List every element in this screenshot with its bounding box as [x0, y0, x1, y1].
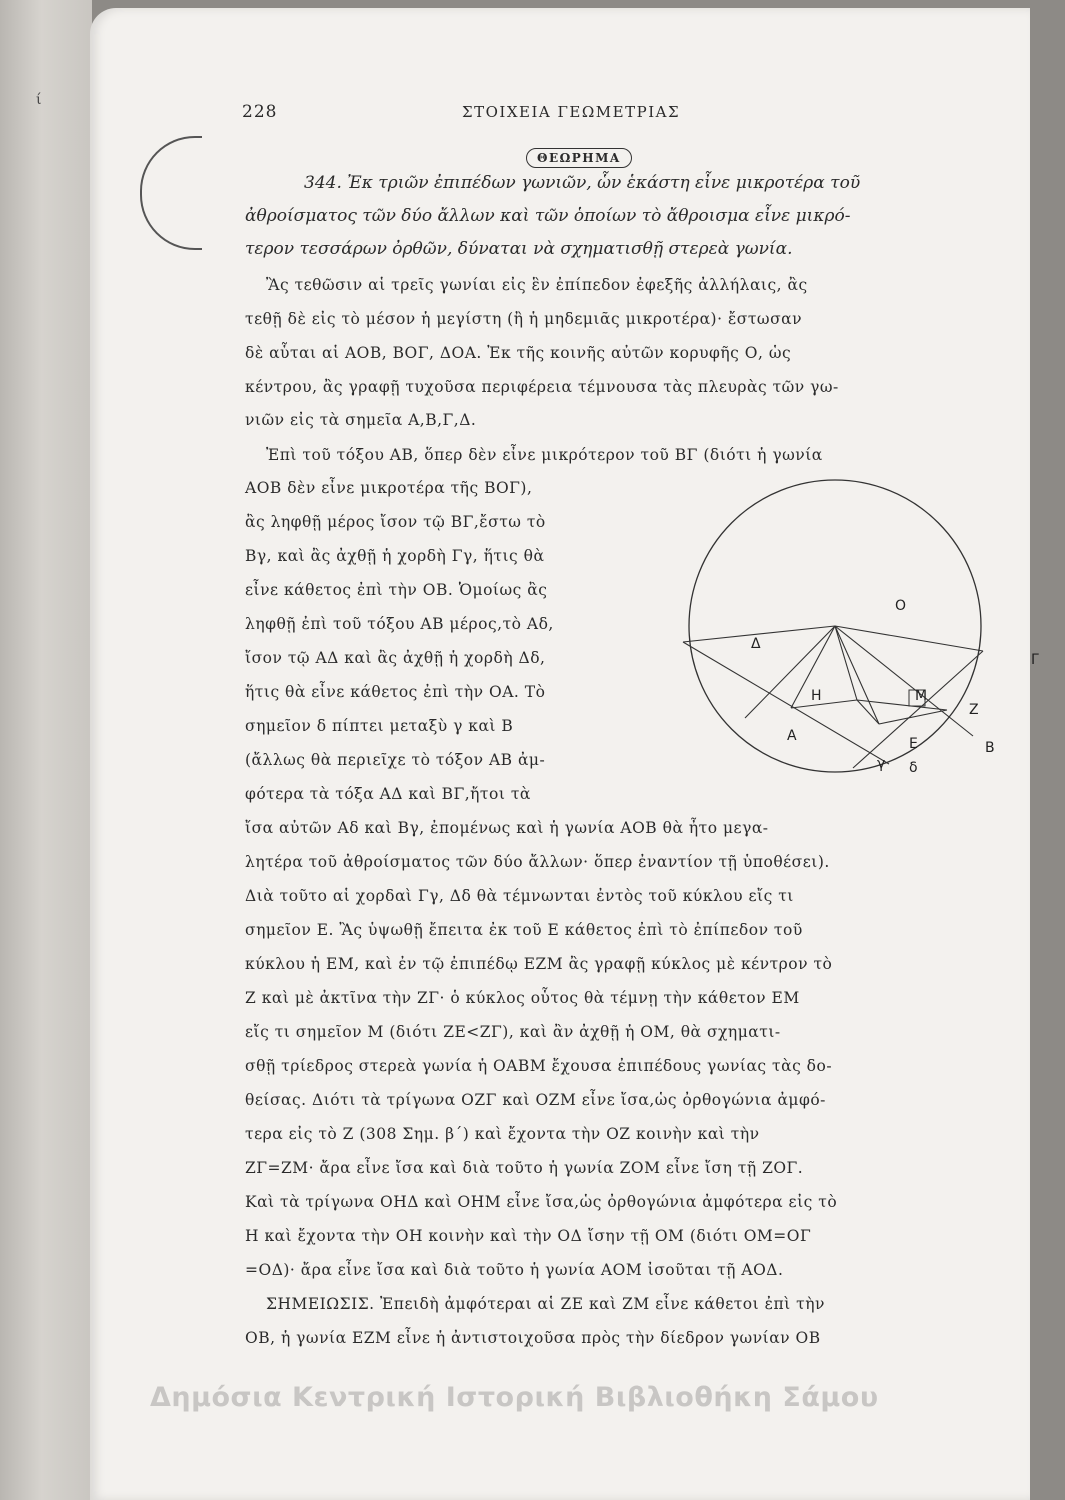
text-line: Βγ, καὶ ἂς ἀχθῇ ἡ χορδὴ Γγ, ἥτις θὰ	[245, 547, 545, 565]
text-line: τερα εἰς τὸ Ζ (308 Σημ. β΄) καὶ ἔχοντα τὴν ΟΖ κοινὴν καὶ τὴν	[245, 1125, 760, 1143]
segment-OB	[835, 626, 973, 736]
segment-ME	[857, 700, 879, 724]
label-A: A	[787, 728, 797, 744]
text-line: λητέρα τοῦ ἀθροίσματος τῶν δύο ἄλλων· ὅπερ ἐναντίον τῇ ὑποθέσει).	[245, 853, 830, 871]
text-line: Ζ καὶ μὲ ἀκτῖνα τὴν ΖΓ· ὁ κύκλος οὗτος θὰ τέμνῃ τὴν κάθετον ΕΜ	[245, 989, 800, 1007]
text-line: φότερα τὰ τόξα ΑΔ καὶ ΒΓ,ἤτοι τὰ	[245, 785, 531, 803]
segment-OM	[835, 626, 857, 700]
theorem-label: ΘΕΩΡΗΜΑ	[526, 148, 632, 168]
figure-svg	[665, 468, 1065, 788]
text-line: θείσας. Διότι τὰ τρίγωνα ΟΖΓ καὶ ΟΖΜ εἶνε ἴσα,ὡς ὀρθογώνια ἀμφό-	[245, 1091, 826, 1109]
running-title: ΣΤΟΙΧΕΙΑ ΓΕΩΜΕΤΡΙΑΣ	[462, 103, 681, 121]
label-Gamma: Γ	[1031, 652, 1039, 668]
text-line: σημεῖον Ε. Ἂς ὑψωθῇ ἔπειτα ἐκ τοῦ Ε κάθετος ἐπὶ τὸ ἐπίπεδον τοῦ	[245, 921, 803, 939]
label-delta: δ	[909, 760, 918, 776]
text-line: ληφθῇ ἐπὶ τοῦ τόξου ΑΒ μέρος,τὸ Αδ,	[245, 615, 554, 633]
text-line: Η καὶ ἔχοντα τὴν ΟΗ κοινὴν καὶ τὴν ΟΔ ἴσην τῇ ΟΜ (διότι ΟΜ=ΟΓ	[245, 1227, 812, 1245]
label-M: M	[915, 688, 928, 704]
text-line: κέντρου, ἂς γραφῇ τυχοῦσα περιφέρεια τέμνουσα τὰς πλευρὰς τῶν γω-	[245, 378, 839, 396]
text-line: 344. Ἐκ τριῶν ἐπιπέδων γωνιῶν, ὧν ἑκάστη εἶνε μικροτέρα τοῦ	[304, 173, 861, 193]
text-line: ΣΗΜΕΙΩΣΙΣ. Ἐπειδὴ ἀμφότεραι αἱ ΖΕ καὶ ΖΜ εἶνε κάθετοι ἐπὶ τὴν	[266, 1295, 825, 1313]
label-gamma: γ	[877, 756, 886, 772]
label-O: O	[895, 598, 907, 614]
geometry-figure	[665, 468, 1065, 788]
text-line: ΟΒ, ἡ γωνία ΕΖΜ εἶνε ἡ ἀντιστοιχοῦσα πρὸς τὴν δίεδρον γωνίαν ΟΒ	[245, 1329, 821, 1347]
margin-mark: ί	[36, 92, 42, 108]
text-line: σημεῖον δ πίπτει μεταξὺ γ καὶ Β	[245, 717, 514, 735]
chord-Dd	[683, 642, 889, 764]
text-line: Ἂς τεθῶσιν αἱ τρεῖς γωνίαι εἰς ἓν ἐπίπεδον ἐφεξῆς ἀλλήλαις, ἂς	[266, 276, 808, 294]
book-page	[90, 8, 1039, 1500]
pencil-bracket	[140, 136, 202, 250]
text-line: Διὰ τοῦτο αἱ χορδαὶ Γγ, Δδ θὰ τέμνωνται ἐντὸς τοῦ κύκλου εἴς τι	[245, 887, 794, 905]
label-Z: Z	[969, 702, 979, 718]
label-Delta: Δ	[751, 636, 761, 652]
segment-OG	[835, 626, 983, 651]
segment-EZ	[879, 710, 947, 724]
label-H: H	[811, 688, 822, 704]
text-line: (ἄλλως θὰ περιεῖχε τὸ τόξον ΑΒ ἀμ-	[245, 751, 546, 769]
text-line: ἂς ληφθῇ μέρος ἴσον τῷ ΒΓ,ἔστω τὸ	[245, 513, 546, 531]
segment-HM	[791, 700, 857, 708]
text-line: ΖΓ=ΖΜ· ἄρα εἶνε ἴσα καὶ διὰ τοῦτο ἡ γωνία ΖΟΜ εἶνε ἴση τῇ ΖΟΓ.	[245, 1159, 804, 1177]
text-line: εἶνε κάθετος ἐπὶ τὴν ΟΒ. Ὁμοίως ἂς	[245, 581, 548, 599]
text-line: δὲ αὗται αἱ ΑΟΒ, ΒΟΓ, ΔΟΑ. Ἐκ τῆς κοινῆς αὐτῶν κορυφῆς Ο, ὡς	[245, 344, 792, 362]
text-line: Καὶ τὰ τρίγωνα ΟΗΔ καὶ ΟΗΜ εἶνε ἴσα,ὡς ὀρθογώνια ἀμφότερα εἰς τὸ	[245, 1193, 838, 1211]
text-line: ΑΟΒ δὲν εἶνε μικροτέρα τῆς ΒΟΓ),	[245, 479, 533, 497]
text-line: ἀθροίσματος τῶν δύο ἄλλων καὶ τῶν ὁποίων τὸ ἄθροισμα εἶνε μικρό-	[245, 206, 851, 226]
left-page-edge	[0, 0, 92, 1500]
text-line: =ΟΔ)· ἄρα εἶνε ἴσα καὶ διὰ τοῦτο ἡ γωνία ΑΟΜ ἰσοῦται τῇ ΑΟΔ.	[245, 1261, 784, 1279]
page-number: 228	[242, 102, 278, 122]
text-line: ἴσα αὐτῶν Αδ καὶ Βγ, ἐπομένως καὶ ἡ γωνία ΑΟΒ θὰ ἦτο μεγα-	[245, 819, 769, 837]
text-line: τερον τεσσάρων ὀρθῶν, δύναται νὰ σχηματισθῇ στερεὰ γωνία.	[245, 239, 793, 259]
text-line: νιῶν εἰς τὰ σημεῖα Α,Β,Γ,Δ.	[245, 411, 477, 429]
text-line: σθῇ τρίεδρος στερεὰ γωνία ἡ ΟΑΒΜ ἔχουσα ἐπιπέδους γωνίας τὰς δο-	[245, 1057, 833, 1075]
text-line: Ἐπὶ τοῦ τόξου ΑΒ, ὅπερ δὲν εἶνε μικρότερον τοῦ ΒΓ (διότι ἡ γωνία	[266, 446, 823, 464]
label-B: B	[985, 740, 995, 756]
text-line: εἴς τι σημεῖον Μ (διότι ΖΕ<ΖΓ), καὶ ἂν ἀχθῇ ἡ ΟΜ, θὰ σχηματι-	[245, 1023, 781, 1041]
watermark: Δημόσια Κεντρική Ιστορική Βιβλιοθήκη Σάμου	[150, 1382, 879, 1413]
text-line: τεθῇ δὲ εἰς τὸ μέσον ἡ μεγίστη (ἢ ἡ μηδεμιᾶς μικροτέρα)· ἔστωσαν	[245, 310, 803, 328]
label-E: E	[909, 736, 918, 752]
segment-OE	[835, 626, 879, 724]
text-line: ἴσον τῷ ΑΔ καὶ ἂς ἀχθῇ ἡ χορδὴ Δδ,	[245, 649, 546, 667]
text-line: κύκλου ἡ ΕΜ, καὶ ἐν τῷ ἐπιπέδῳ ΕΖΜ ἂς γραφῇ κύκλος μὲ κέντρον τὸ	[245, 955, 833, 973]
text-line: ἥτις θὰ εἶνε κάθετος ἐπὶ τὴν ΟΑ. Τὸ	[245, 683, 546, 701]
